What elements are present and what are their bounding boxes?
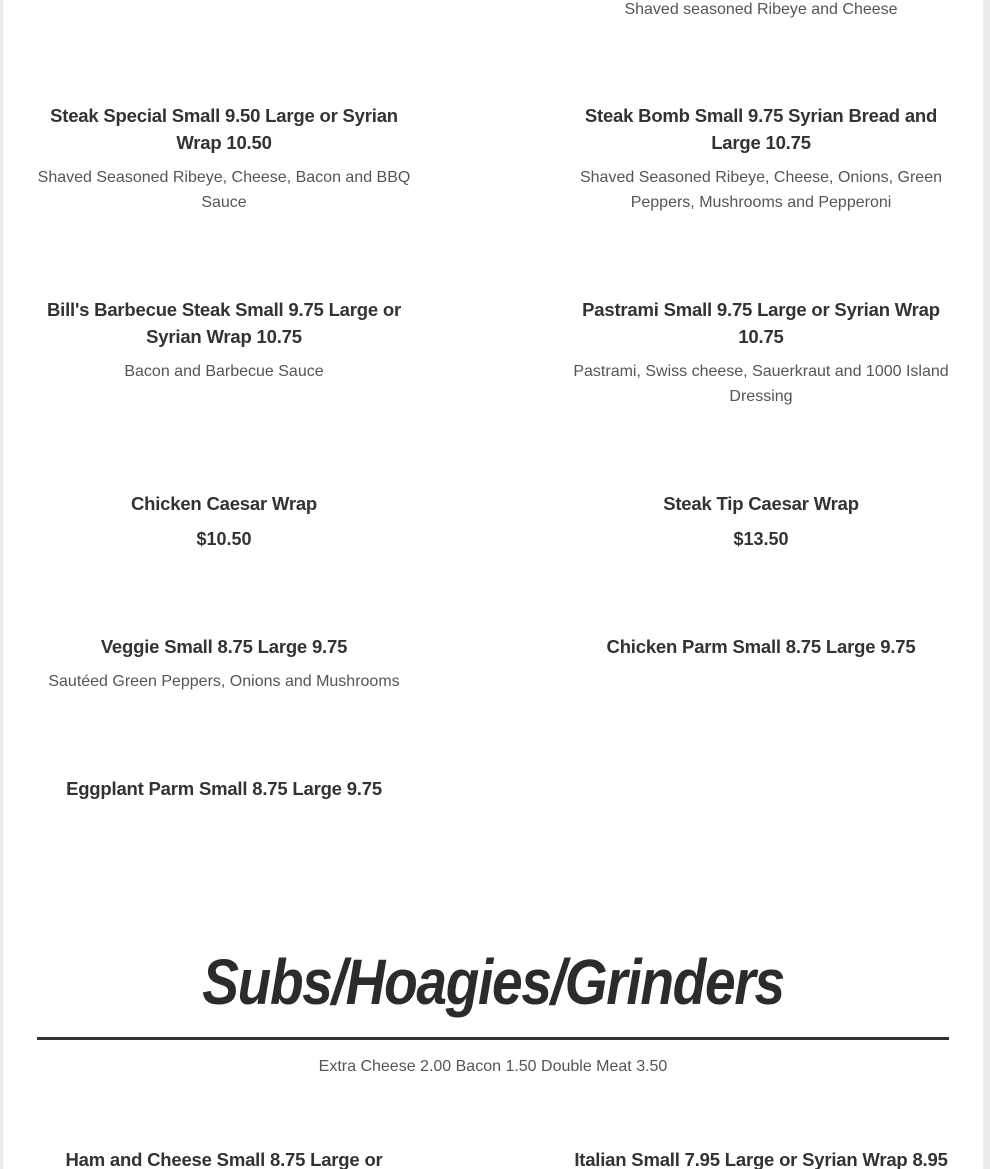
menu-item-description: Pastrami, Swiss cheese, Sauerkraut and 1000 Island Dressing <box>573 363 949 405</box>
menu-item-description: Shaved Seasoned Ribeye, Cheese, Onions, Green Peppers, Mushrooms and Pepperoni <box>579 169 942 211</box>
menu-item-description: Shaved seasoned Ribeye and Cheese <box>624 1 898 18</box>
menu-item-title: Bill's Barbecue Steak Small 9.75 Large or Syrian Wrap 10.75 <box>46 299 402 347</box>
menu-item-chicken-caesar-wrap <box>30 490 418 553</box>
menu-item-title: Chicken Parm Small 8.75 Large 9.75 <box>606 636 916 657</box>
menu-item-price: $10.50 <box>196 529 252 549</box>
menu-item-pastrami <box>566 296 956 409</box>
menu-item-title: Steak Special Small 9.50 Large or Syrian Wrap 10.50 <box>50 105 398 153</box>
section-divider <box>37 1037 949 1040</box>
page-right-border <box>983 0 990 1169</box>
menu-item-title: Eggplant Parm Small 8.75 Large 9.75 <box>66 778 382 799</box>
menu-item-steak-tip-caesar-wrap <box>566 490 956 553</box>
menu-item-eggplant-parm <box>30 775 418 802</box>
menu-item-title: Ham and Cheese Small 8.75 Large or <box>65 1149 383 1169</box>
menu-item-title: Steak Tip Caesar Wrap <box>663 493 859 514</box>
menu-item-veggie <box>30 633 418 694</box>
menu-item-ham-and-cheese <box>30 1146 418 1169</box>
menu-item-title: Italian Small 7.95 Large or Syrian Wrap 8.95 <box>574 1149 948 1169</box>
menu-item-title: Veggie Small 8.75 Large 9.75 <box>100 636 348 657</box>
menu-item-price: $13.50 <box>733 529 789 549</box>
menu-item-bills-bbq-steak <box>30 296 418 384</box>
page-left-border <box>0 0 3 1169</box>
menu-item-cheesesteak <box>566 0 956 22</box>
section-heading-subs: Subs/Hoagies/Grinders <box>202 946 784 1018</box>
menu-item-description: Shaved Seasoned Ribeye, Cheese, Bacon and BBQ Sauce <box>37 169 411 211</box>
menu-item-italian <box>566 1146 956 1169</box>
menu-item-steak-special <box>30 102 418 215</box>
menu-item-title: Pastrami Small 9.75 Large or Syrian Wrap 10.75 <box>582 299 940 347</box>
section-extras-note: Extra Cheese 2.00 Bacon 1.50 Double Meat 3.50 <box>318 1058 668 1075</box>
menu-item-description: Sautéed Green Peppers, Onions and Mushrooms <box>48 673 400 690</box>
menu-item-description: Bacon and Barbecue Sauce <box>124 363 324 380</box>
menu-item-steak-bomb <box>566 102 956 215</box>
menu-item-chicken-parm <box>566 633 956 660</box>
menu-item-title: Steak Bomb Small 9.75 Syrian Bread and Large 10.75 <box>584 105 938 153</box>
menu-item-title: Chicken Caesar Wrap <box>130 493 318 514</box>
